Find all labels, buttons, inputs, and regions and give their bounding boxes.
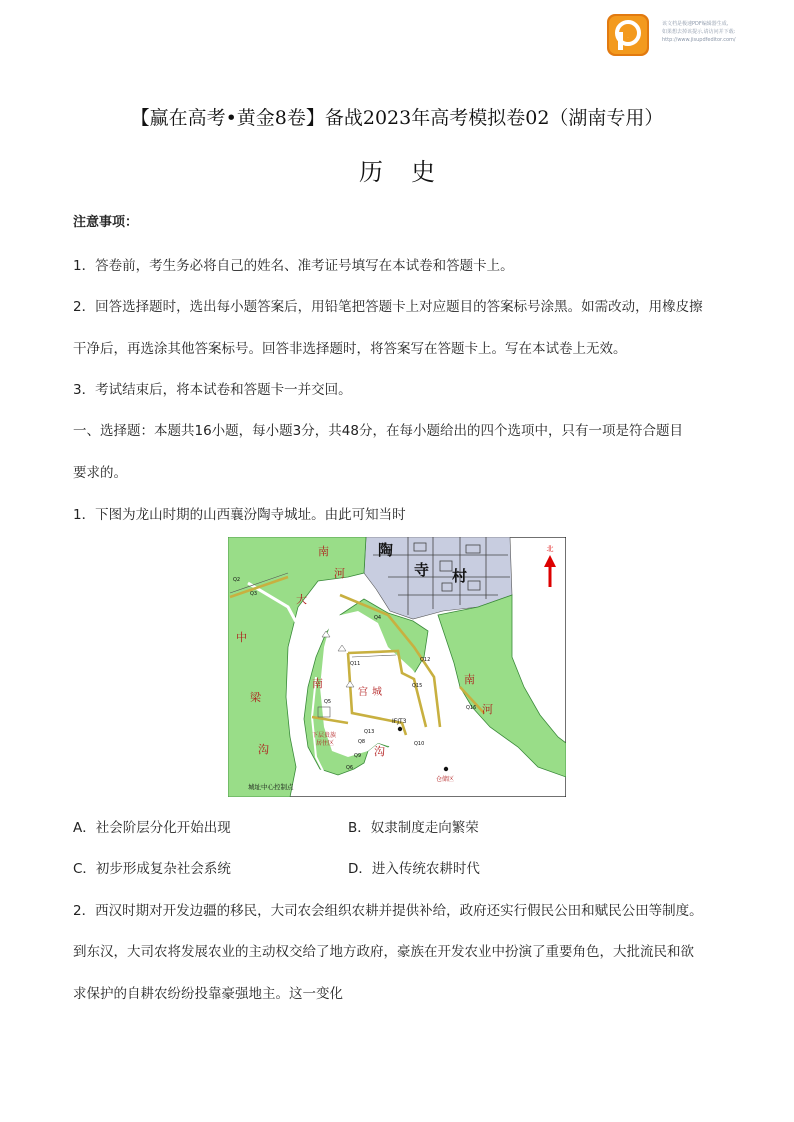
map-label-village: 陶 — [378, 541, 394, 559]
note-item: 2．回答选择题时，选出每小题答案后，用铅笔把答题卡上对应题目的答案标号涂黑。如需改动，用橡皮擦 — [73, 299, 703, 315]
exam-subject: 历史 — [359, 158, 463, 186]
q1-stem: 1．下图为龙山时期的山西襄汾陶寺城址。由此可知当时 — [73, 507, 406, 523]
note-item: 1．答卷前，考生务必将自己的姓名、准考证号填写在本试卷和答题卡上。 — [73, 258, 514, 274]
map-gate-label: Q10 — [414, 741, 425, 747]
map-gate-label: Q6 — [346, 765, 354, 771]
map-label-palace: 宫城 — [358, 687, 386, 698]
map-gate-label: Q16 — [466, 705, 477, 711]
q1-option-c[interactable]: C．初步形成复杂社会系统 — [73, 861, 231, 877]
map-label-gully: 南 — [312, 677, 323, 690]
pdf-editor-logo-icon — [606, 13, 650, 57]
notes-heading: 注意事项： — [73, 215, 139, 230]
taosi-site-map — [228, 537, 566, 797]
section-heading-cont: 要求的。 — [73, 465, 127, 481]
q1-option-b[interactable]: B．奴隶制度走向繁荣 — [348, 820, 479, 836]
map-label-river: 南 — [318, 545, 329, 558]
map-gate-label: Q2 — [233, 577, 241, 583]
map-north-label: 北 — [546, 545, 554, 553]
logo-letter: P — [627, 38, 629, 39]
q1-option-d[interactable]: D．进入传统农耕时代 — [348, 861, 480, 877]
map-label-river: 南 — [464, 673, 475, 686]
map-label-gully: 沟 — [258, 743, 269, 756]
map-gate-label: Q11 — [350, 661, 361, 667]
q2-line: 求保护的自耕农纷纷投靠豪强地主。这一变化 — [73, 986, 343, 1002]
map-label-warehouse: 仓储区 — [436, 776, 455, 783]
map-gate-label: Q3 — [250, 591, 258, 597]
map-gate-label: Q9 — [354, 753, 362, 759]
q2-line: 2．西汉时期对开发边疆的移民，大司农会组织农耕并提供补给，政府还实行假民公田和赋民公田等制度。 — [73, 903, 703, 919]
map-gate-label: Q8 — [358, 739, 366, 745]
map-label-ifjt3: IFJT3 — [392, 718, 407, 725]
map-label-gully: 大 — [296, 593, 307, 606]
section-heading: 一、选择题：本题共16小题，每小题3分，共48分，在每小题给出的四个选项中，只有一项是符合题目 — [73, 423, 683, 439]
map-gate-label: Q13 — [364, 729, 375, 735]
map-label-village: 村 — [452, 567, 468, 585]
map-label-river: 河 — [482, 703, 493, 716]
map-gate-label: Q12 — [420, 657, 431, 663]
map-label-gully: 沟 — [374, 745, 385, 758]
map-gate-label: Q4 — [374, 615, 382, 621]
map-label-residence: 居住区 — [316, 740, 335, 747]
map-label-village: 寺 — [414, 561, 430, 579]
map-label-gully: 中 — [236, 631, 247, 644]
logo-note-line: 该文档是极速PDF编辑器生成, — [662, 21, 729, 27]
map-legend: 城址中心控制点 — [248, 783, 294, 791]
exam-title: 【赢在高考•黄金8卷】备战2023年高考模拟卷02（湖南专用） — [130, 107, 664, 129]
map-label-gully: 梁 — [250, 691, 261, 704]
q2-line: 到东汉，大司农将发展农业的主动权交给了地方政府，豪族在开发农业中扮演了重要角色，大批流民和欲 — [73, 944, 694, 960]
logo-note-link[interactable]: http://www.jisupdfeditor.com/ — [662, 37, 736, 43]
map-label-river: 河 — [334, 567, 345, 580]
logo-note — [662, 20, 782, 44]
note-item: 3．考试结束后，将本试卷和答题卡一并交回。 — [73, 382, 352, 398]
map-gate-label: Q5 — [324, 699, 332, 705]
note-item: 干净后，再选涂其他答案标号。回答非选择题时，将答案写在答题卡上。写在本试卷上无效。 — [73, 341, 627, 357]
logo-note-line: 如果想去掉该提示,请访问并下载: — [662, 29, 736, 35]
q1-option-a[interactable]: A．社会阶层分化开始出现 — [73, 820, 231, 836]
map-gate-label: Q15 — [412, 683, 423, 689]
map-label-residence: 下层贵族 — [312, 732, 337, 739]
